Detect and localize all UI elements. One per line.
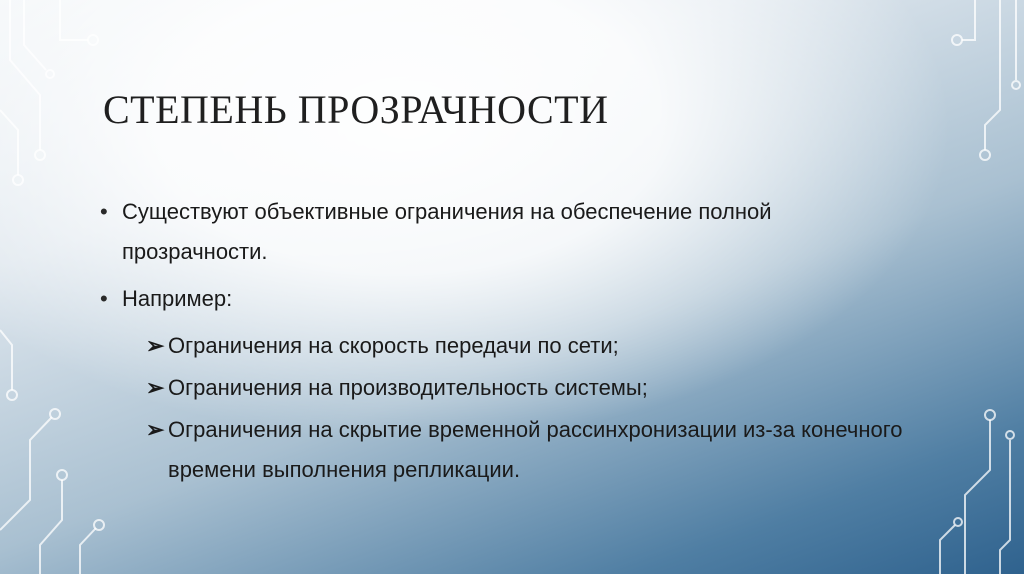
slide-content <box>100 192 920 492</box>
sub-item <box>146 368 920 408</box>
arrow-bullet-icon: ➢ <box>146 333 165 358</box>
bullet-item <box>100 192 920 272</box>
bullet-text: Например: <box>122 286 233 311</box>
slide-title: СТЕПЕНЬ ПРОЗРАЧНОСТИ <box>103 87 609 132</box>
sub-list <box>100 326 920 490</box>
bullet-item <box>100 279 920 319</box>
sub-item-text: Ограничения на производительность системы; <box>168 375 648 400</box>
bullet-icon: • <box>100 286 108 311</box>
sub-item <box>146 326 920 366</box>
sub-item-text: Ограничения на скорость передачи по сети; <box>168 333 619 358</box>
bullet-icon: • <box>100 199 108 224</box>
bullet-text: Существуют объективные ограничения на обеспечение полной прозрачности. <box>122 199 772 264</box>
sub-item-text: Ограничения на скрытие временной рассинхронизации из-за конечного времени выполнения репликации. <box>168 417 903 482</box>
arrow-bullet-icon: ➢ <box>146 417 165 442</box>
arrow-bullet-icon: ➢ <box>146 375 165 400</box>
sub-item <box>146 410 920 490</box>
